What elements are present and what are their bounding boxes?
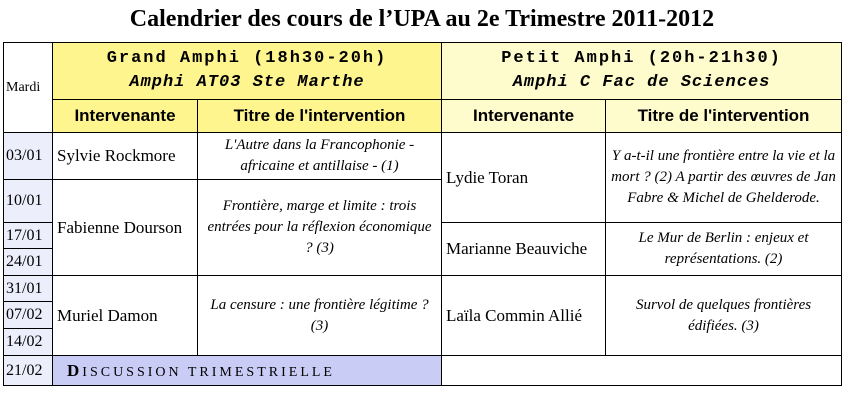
grand-speaker: Fabienne Dourson	[53, 180, 198, 276]
petit-amphi-header	[442, 43, 842, 100]
schedule-table	[3, 42, 842, 386]
grand-amphi-location: Amphi AT03 Ste Marthe	[129, 73, 365, 92]
grand-talk-title: Frontière, marge et limite : trois entrées pour la réflexion économique ? (3)	[198, 180, 442, 276]
petit-col-title: Titre de l'intervention	[606, 100, 842, 133]
petit-speaker: Marianne Beauviche	[442, 223, 606, 276]
table-row	[4, 276, 842, 302]
grand-amphi-name: Grand Amphi (18h30-20h)	[106, 49, 388, 68]
table-row	[4, 133, 842, 180]
grand-talk-title: L'Autre dans la Francophonie - africaine et antillaise - (1)	[198, 133, 442, 180]
date-cell: 17/01	[4, 223, 53, 249]
amphi-header-row	[4, 43, 842, 100]
discussion-initial: D	[67, 360, 83, 380]
grand-col-title: Titre de l'intervention	[198, 100, 442, 133]
date-cell: 24/01	[4, 249, 53, 276]
petit-col-speaker: Intervenante	[442, 100, 606, 133]
grand-col-speaker: Intervenante	[53, 100, 198, 133]
grand-talk-title: La censure : une frontière légitime ? (3)	[198, 276, 442, 356]
date-cell: 10/01	[4, 180, 53, 223]
discussion-label: ISCUSSION TRIMESTRIELLE	[82, 364, 335, 380]
date-cell: 14/02	[4, 329, 53, 356]
discussion-cell	[53, 356, 442, 386]
grand-speaker: Sylvie Rockmore	[53, 133, 198, 180]
grand-amphi-header	[53, 43, 442, 100]
date-cell: 03/01	[4, 133, 53, 180]
date-cell: 21/02	[4, 356, 53, 386]
column-header-row	[4, 100, 842, 133]
petit-talk-title: Y a-t-il une frontière entre la vie et la mort ? (2) A partir des œuvres de Jan Fabre & Michel de Ghelderode.	[606, 133, 842, 223]
petit-speaker: Lydie Toran	[442, 133, 606, 223]
date-cell: 31/01	[4, 276, 53, 302]
empty-cell	[442, 356, 842, 386]
petit-speaker: Laïla Commin Allié	[442, 276, 606, 356]
petit-talk-title: Survol de quelques frontières édifiées. (3)	[606, 276, 842, 356]
day-label: Mardi	[4, 43, 53, 133]
petit-amphi-location: Amphi C Fac de Sciences	[512, 73, 771, 92]
petit-talk-title: Le Mur de Berlin : enjeux et représentations. (2)	[606, 223, 842, 276]
date-cell: 07/02	[4, 302, 53, 329]
grand-speaker: Muriel Damon	[53, 276, 198, 356]
petit-amphi-name: Petit Amphi (20h-21h30)	[501, 49, 782, 68]
table-row	[4, 356, 842, 386]
page-title: Calendrier des cours de l’UPA au 2e Trimestre 2011-2012	[129, 6, 715, 32]
